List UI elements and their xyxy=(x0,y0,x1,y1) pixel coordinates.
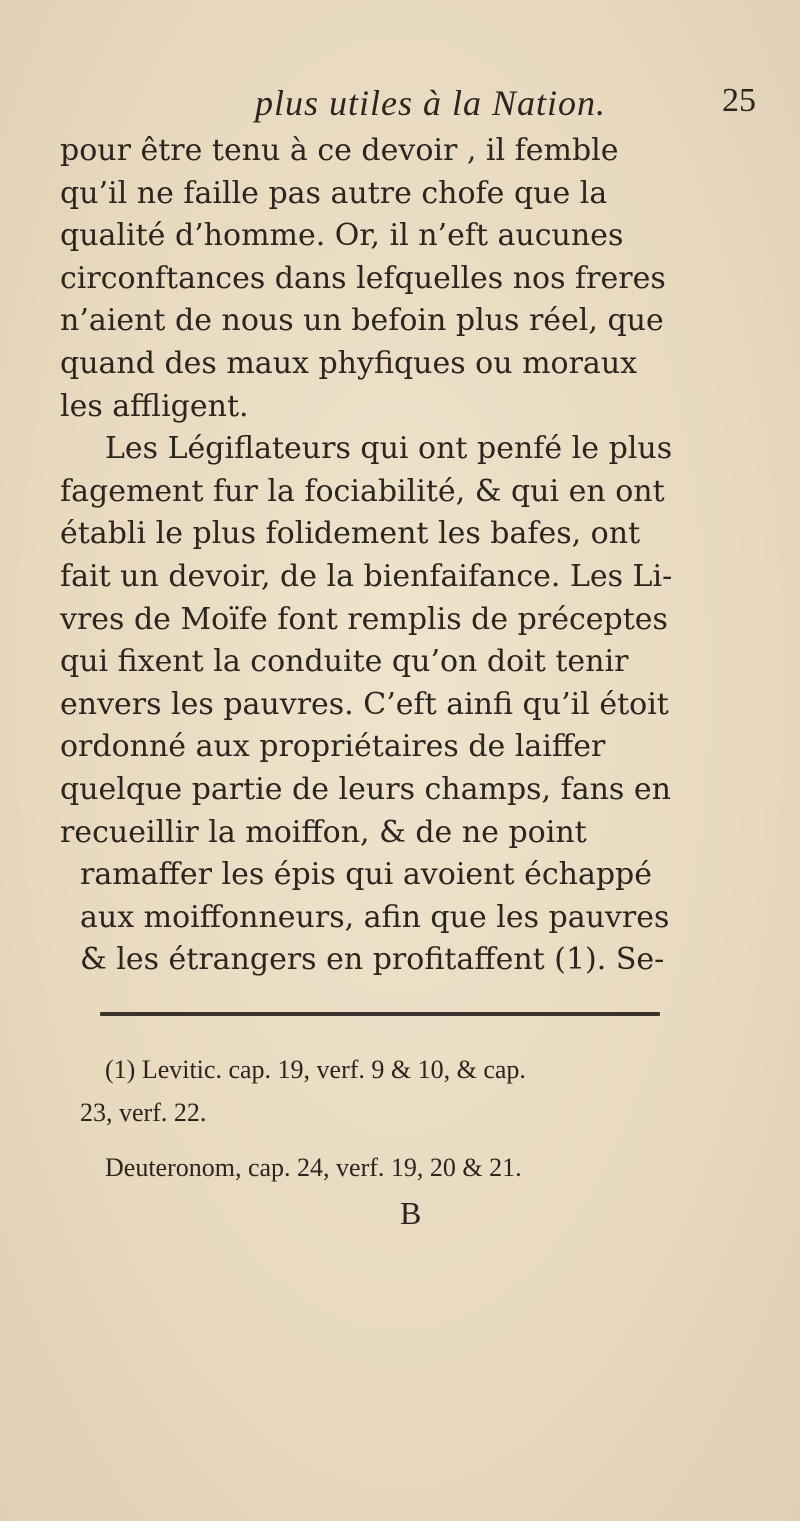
running-title: plus utiles à la Nation. xyxy=(255,83,607,123)
running-head xyxy=(0,78,800,124)
text-line: établi le plus folidement les bafes, ont xyxy=(60,516,641,552)
text-line: envers les pauvres. C’eft ainfi qu’il étoit xyxy=(60,686,669,722)
body-text xyxy=(60,130,740,982)
text-line: ramaffer les épis qui avoient échappé xyxy=(80,857,653,893)
text-line: ordonné aux propriétaires de laiffer xyxy=(60,729,606,765)
text-line: qu’il ne faille pas autre chofe que la xyxy=(60,175,608,211)
text-line: & les étrangers en profitaffent (1). Se- xyxy=(80,942,665,978)
text-line: qualité d’homme. Or, il n’eft aucunes xyxy=(60,218,624,254)
text-line: quand des maux phyfiques ou moraux xyxy=(60,345,638,381)
text-line: aux moiffonneurs, afin que les pauvres xyxy=(80,899,670,935)
footnote-line: Deuteronom, cap. 24, verf. 19, 20 & 21. xyxy=(105,1153,522,1182)
text-line: circonftances dans lefquelles nos freres xyxy=(60,260,666,296)
text-line: quelque partie de leurs champs, fans en xyxy=(60,771,671,807)
footnote-line: (1) Levitic. cap. 19, verf. 9 & 10, & cap. xyxy=(105,1055,526,1084)
footnote-divider xyxy=(100,1012,660,1016)
text-line: fait un devoir, de la bienfaifance. Les Li- xyxy=(60,558,673,594)
text-line: qui fixent la conduite qu’on doit tenir xyxy=(60,644,629,680)
text-line: vres de Moïfe font remplis de préceptes xyxy=(60,601,668,637)
text-line: recueillir la moiffon, & de ne point xyxy=(60,814,587,850)
text-line: pour être tenu à ce devoir , il femble xyxy=(60,133,619,168)
paragraph-start-line: Les Légiflateurs qui ont penfé le plus xyxy=(105,431,673,467)
footnote-line: 23, verf. 22. xyxy=(80,1098,207,1127)
text-line: n’aient de nous un befoin plus réel, que xyxy=(60,303,664,339)
footnotes xyxy=(80,1048,740,1189)
page-number: 25 xyxy=(722,82,756,119)
text-line: fagement fur la fociabilité, & qui en ont xyxy=(60,473,665,509)
signature-mark: B xyxy=(400,1195,422,1231)
text-line: les affligent. xyxy=(60,388,249,424)
